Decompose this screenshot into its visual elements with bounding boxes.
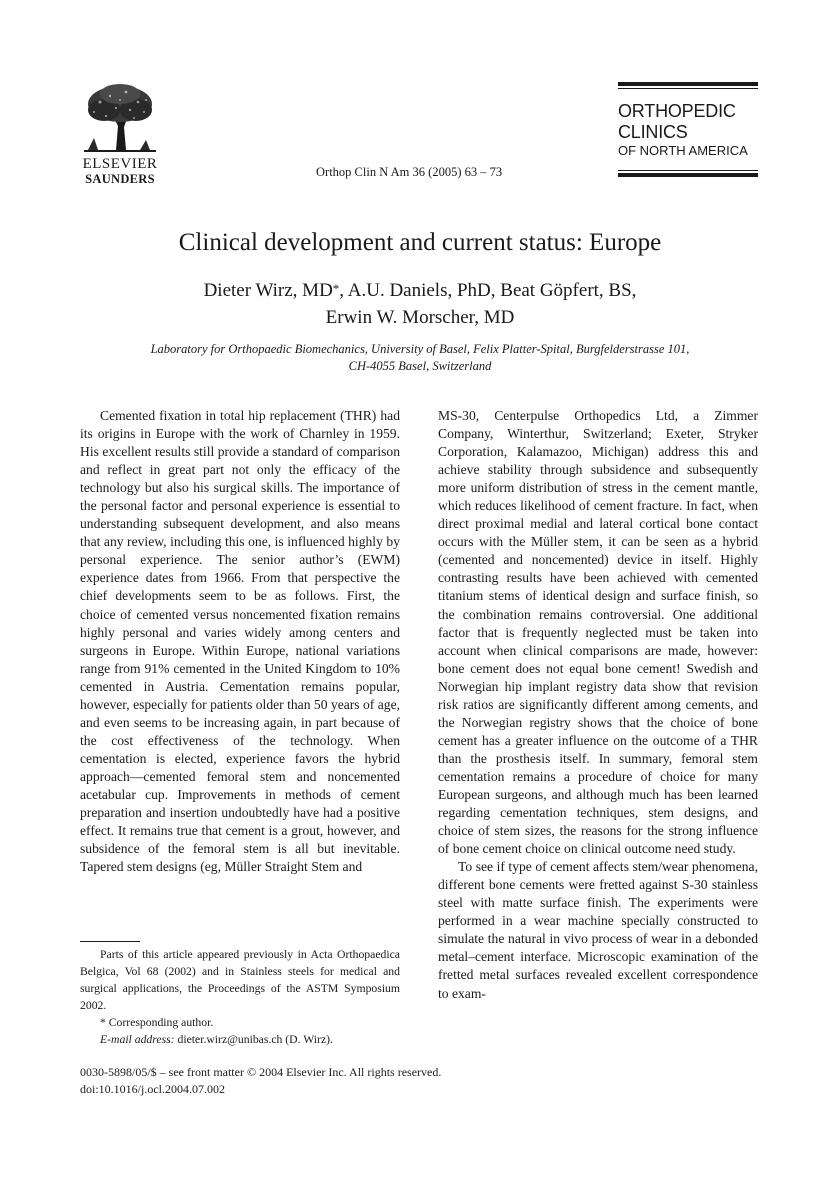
author-list — [0, 278, 840, 331]
authors-rest: , A.U. Daniels, PhD, Beat Göpfert, BS, — [339, 280, 637, 301]
footnote-email — [80, 1031, 400, 1048]
publisher-imprint: SAUNDERS — [85, 172, 155, 186]
footnote-divider — [80, 941, 140, 942]
article-title: Clinical development and current status: Europe — [178, 229, 662, 256]
front-matter-footer — [80, 1064, 441, 1098]
body-column-left — [80, 407, 400, 876]
corresponding-author-mark: * — [332, 281, 340, 296]
journal-citation: Orthop Clin N Am 36 (2005) 63 – 73 — [316, 165, 503, 179]
paragraph: To see if type of cement affects stem/wear phenomena, different bone cements were fretted against S-30 stainless steel with matte surface finish. The experiments were performed in a wear machine specially constructed to simulate the natural in vivo process of wear in a debonded metal–cement interface. Microscopic examination of the fretted metal surfaces revealed excellent correspondence to exam- — [438, 859, 758, 1001]
email-label: E-mail address: — [100, 1033, 175, 1046]
footnote-note: Parts of this article appeared previously in Acta Orthopaedica Belgica, Vol 68 (2002) and in Stainless steels for medical and surgical applications, the Proceedings of the ASTM Symposium 2002. — [80, 948, 400, 1012]
publisher-name: ELSEVIER — [82, 156, 158, 172]
footnote-corresponding: * Corresponding author. — [100, 1016, 214, 1029]
author-first: Dieter Wirz, MD — [203, 280, 333, 301]
journal-name-line3: OF NORTH AMERICA — [618, 143, 748, 158]
doi-line[interactable]: doi:10.1016/j.ocl.2004.07.002 — [80, 1082, 225, 1096]
paragraph: Cemented fixation in total hip replacement (THR) had its origins in Europe with the work of Charnley in 1959. His excellent results still provide a standard of comparison and reflect in great part not only the efficacy of the technology but also his surgical skills. The importance of the personal factor and personal experience is essential to understanding subsequent development, and also means that any review, including this one, is influenced highly by personal experience. The senior author’s (EWM) experience dates from 1966. From that perspective the chief developments seem to be as follows. First, the choice of cemented versus noncemented fixation remains highly personal and varies widely among centers and surgeons in Europe. Within Europe, national variations range from 91% cemented in the United Kingdom to 10% cemented in Austria. Cementation remains popular, however, especially for patients older than 50 years of age, and even seems to be increasing again, in part because of the cost effectiveness of the technology. When cementation is elected, experience favors the hybrid approach—cemented femoral stem and noncemented acetabular cup. Improvements in methods of cement preparation and insertion undoubtedly have had a positive effect. It remains true that cement is a grout, however, and subsidence of the femoral stem is all but inevitable. Tapered stem designs (eg, Müller Straight Stem and — [80, 408, 400, 875]
journal-name-line2: CLINICS — [618, 122, 688, 142]
affiliation-line1: Laboratory for Orthopaedic Biomechanics, University of Basel, Felix Platter-Spital, Burgfelderstrasse 101, — [150, 342, 690, 356]
masthead-top-rule — [618, 82, 758, 86]
journal-masthead — [618, 82, 758, 177]
affiliation-line2: CH-4055 Basel, Switzerland — [348, 359, 492, 373]
masthead-bottom-rule — [618, 173, 758, 177]
elsevier-tree-icon — [80, 80, 160, 156]
authors-line2: Erwin W. Morscher, MD — [325, 307, 515, 328]
masthead-bottom-rule-thin — [618, 170, 758, 171]
body-column-right — [438, 407, 758, 1003]
affiliation — [0, 341, 840, 375]
copyright-line: 0030-5898/05/$ – see front matter © 2004 Elsevier Inc. All rights reserved. — [80, 1065, 442, 1079]
publisher-logo — [80, 80, 160, 186]
footnotes — [80, 946, 400, 1048]
email-address[interactable]: dieter.wirz@unibas.ch (D. Wirz). — [174, 1033, 333, 1046]
paragraph: MS-30, Centerpulse Orthopedics Ltd, a Zimmer Company, Winterthur, Switzerland; Exeter, Stryker Corporation, Kalamazoo, Michigan) address this and achieve stability through subsidence and subsequently more uniform distribution of stress in the cement mantle, which reduces likelihood of cement fracture. In fact, when direct proximal medial and lateral cortical bone contact occurs with the Müller stem, it can be seen as a hybrid (cemented and noncemented) device in itself. Highly contrasting results have been achieved with cemented titanium stems of identical design and surface finish, so the combination remains controversial. One additional factor that is frequently neglected must be taken into account when clinical comparisons are made, however: bone cement does not equal bone cement! Swedish and Norwegian hip implant registry data show that revision risk ratios are significantly different among cements, and the Norwegian registry shows that the choice of bone cement has a greater influence on the outcome of a THR than the prosthesis itself. In summary, femoral stem cementation remains a procedure of choice for many European surgeons, and although much has been learned regarding cementation techniques, stem designs, and choice of stem sizes, the reasons for the strong influence of bone cement choice on clinical outcome need study. — [438, 408, 758, 857]
journal-name-line1: ORTHOPEDIC — [618, 101, 736, 121]
